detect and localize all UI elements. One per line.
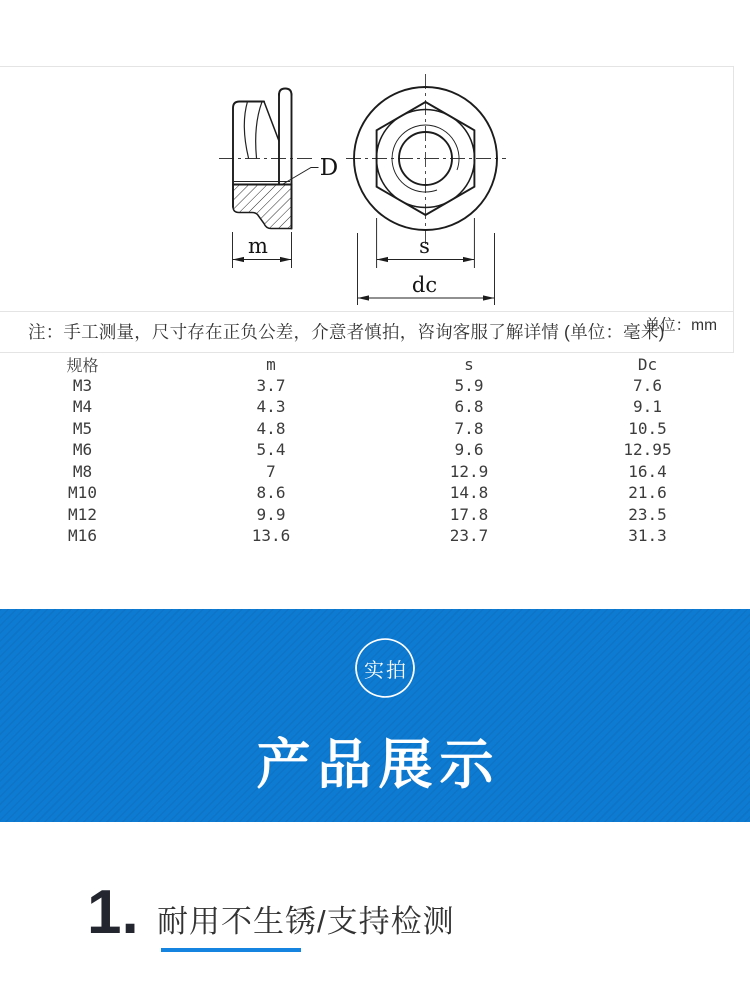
table-cell: 13.6 (251, 526, 291, 546)
table-cell: 3.7 (256, 375, 286, 395)
table-cell: 31.3 (628, 526, 667, 546)
banner-title: 产品展示 (256, 735, 501, 795)
flange-nut-technical-drawing (0, 67, 733, 311)
table-cell: M10 (68, 483, 97, 503)
table-cell: 8.6 (256, 483, 286, 503)
table-cell: 7.8 (454, 418, 484, 438)
table-row (0, 439, 734, 461)
badge-circle (354, 637, 416, 699)
table-header-cell: 规格 (66, 356, 99, 375)
side-section-view (219, 89, 338, 269)
dim-label-s: s (419, 234, 430, 258)
table-cell: 4.3 (256, 397, 286, 417)
table-cell: 12.95 (623, 440, 672, 460)
table-cell: 14.8 (449, 483, 489, 503)
table-cell: M4 (72, 397, 93, 417)
table-cell: 4.8 (256, 418, 286, 438)
table-header-cell: s (464, 355, 474, 374)
table-cell: 9.1 (633, 397, 662, 417)
table-header-cell: m (266, 355, 276, 374)
table-cell: 5.9 (454, 375, 484, 395)
feature-section (0, 822, 750, 1005)
table-cell: 6.8 (454, 397, 484, 417)
table-row (0, 418, 734, 440)
feature-title: 耐用不生锈/支持检测 (157, 904, 455, 939)
table-cell: 7 (266, 461, 276, 481)
measurement-note-row (0, 311, 733, 352)
dim-label-D: D (319, 155, 339, 181)
banner (0, 609, 750, 822)
dim-label-m: m (248, 234, 268, 258)
table-cell: 9.9 (256, 504, 286, 524)
unit-label: 单位：mm (644, 317, 717, 334)
table-cell: M12 (68, 504, 97, 524)
table-cell: 9.6 (454, 440, 484, 460)
dim-label-dc: dc (411, 273, 438, 297)
table-row (0, 482, 734, 504)
table-cell: M3 (72, 375, 93, 395)
table-header-cell: Dc (637, 355, 658, 374)
table-cell: M16 (68, 526, 97, 546)
table-cell: 16.4 (628, 461, 667, 481)
badge-label: 实拍 (364, 659, 408, 682)
feature-underline (161, 948, 301, 952)
cad-drawing-svg (0, 67, 733, 311)
table-cell: 7.6 (633, 375, 662, 395)
table-cell: 10.5 (628, 418, 667, 438)
table-row (0, 396, 734, 418)
table-header-row (0, 353, 734, 375)
table-cell: 5.4 (256, 440, 286, 460)
feature-number: 1. (87, 878, 139, 947)
table-cell: 23.7 (449, 526, 489, 546)
spec-table (0, 353, 734, 547)
table-cell: M8 (72, 461, 93, 481)
table-cell: 21.6 (628, 483, 667, 503)
drawing-frame (0, 66, 734, 353)
table-cell: 17.8 (449, 504, 489, 524)
measurement-note: 注：手工测量，尺寸存在正负公差，介意者慎拍，咨询客服了解详情 (单位：毫米) (28, 322, 665, 342)
table-cell: 12.9 (449, 461, 489, 481)
table-row (0, 504, 734, 526)
table-row (0, 375, 734, 397)
table-cell: 23.5 (628, 504, 667, 524)
table-row (0, 525, 734, 547)
top-view (346, 74, 506, 305)
table-cell: M6 (72, 440, 93, 460)
table-row (0, 461, 734, 483)
table-cell: M5 (72, 418, 93, 438)
